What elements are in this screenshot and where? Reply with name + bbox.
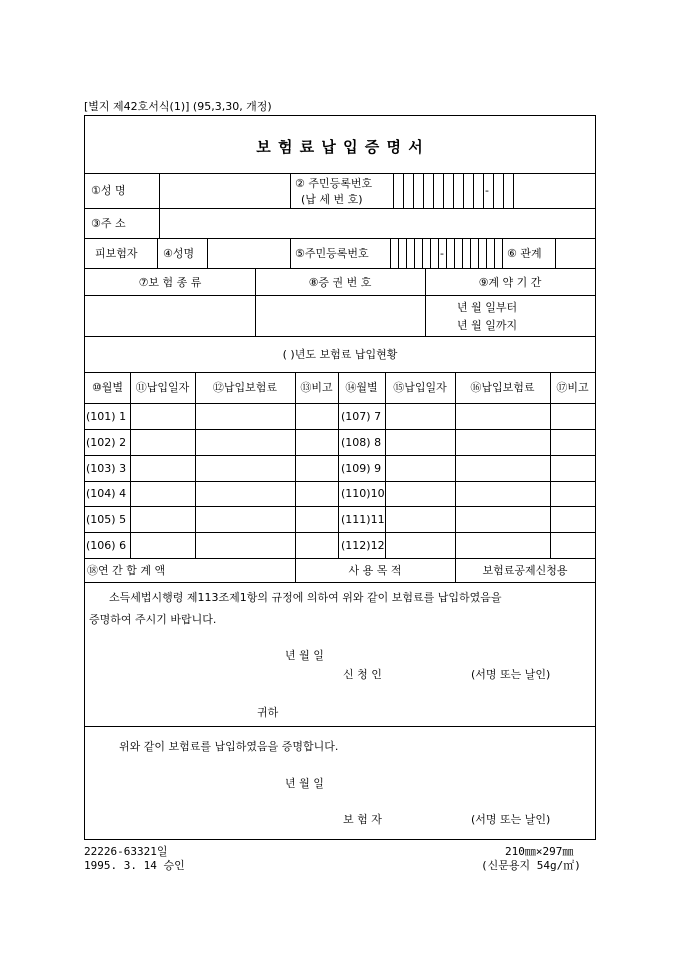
rule: [85, 208, 595, 209]
insurer-signature: (서명 또는 날인): [471, 813, 551, 826]
insured-rrn-dash: -: [440, 247, 444, 260]
rule: [85, 173, 595, 174]
rule: [483, 173, 484, 208]
rule: [390, 238, 391, 268]
rule: [423, 173, 424, 208]
form-title: 보 험 료 납 입 증 명 서: [256, 138, 424, 156]
request-text-line1: 소득세법시행령 제113조제1항의 규정에 의하여 위와 같이 보험료를 납입하였음을: [109, 591, 502, 604]
rule: [85, 268, 595, 269]
rule: [422, 238, 423, 268]
rule: [494, 238, 495, 268]
rule: [393, 173, 394, 208]
month-cell: (111)11: [341, 513, 385, 526]
rule: [159, 173, 160, 208]
rule: [503, 173, 504, 208]
certification-date: 년 월 일: [285, 777, 324, 790]
rule: [85, 582, 595, 583]
rrn-label: ② 주민등록번호: [295, 177, 373, 190]
rule: [85, 238, 595, 239]
header-premium: ⑯납입보험료: [470, 381, 535, 394]
relation-label: ⑥ 관계: [507, 247, 542, 260]
month-cell: (101) 1: [86, 410, 127, 423]
address-label: ③주 소: [91, 217, 126, 230]
rule: [555, 238, 556, 268]
rule: [290, 173, 291, 208]
purpose-value: 보험료공제신청용: [482, 564, 568, 577]
applicant-signature: (서명 또는 날인): [471, 668, 551, 681]
rule: [85, 532, 595, 533]
rule: [453, 173, 454, 208]
insurance-type-label: ⑦보 험 종 류: [138, 276, 202, 289]
rule: [455, 372, 456, 582]
rule: [454, 238, 455, 268]
rule: [462, 238, 463, 268]
month-cell: (110)10: [341, 487, 385, 500]
period-end: 년 월 일까지: [457, 319, 518, 332]
tax-number-label: (납 세 번 호): [301, 193, 363, 206]
certification-text: 위와 같이 보험료를 납입하였음을 증명합니다.: [119, 740, 339, 753]
month-cell: (107) 7: [341, 410, 382, 423]
paper-type: (신문용지 54g/㎡): [481, 859, 581, 872]
rule: [85, 295, 595, 296]
rule: [338, 372, 339, 558]
rule: [85, 558, 595, 559]
rule: [85, 726, 595, 727]
rule: [550, 372, 551, 558]
insured-label: 피보험자: [95, 247, 138, 260]
form-code: 22226-63321일: [84, 845, 168, 858]
rule: [403, 173, 404, 208]
header-month: ⑩월별: [91, 381, 124, 394]
header-premium: ⑫납입보험료: [212, 381, 278, 394]
purpose-label: 사 용 목 적: [348, 564, 402, 577]
rule: [446, 238, 447, 268]
rule: [414, 238, 415, 268]
contract-period-label: ⑨계 약 기 간: [478, 276, 542, 289]
rule: [463, 173, 464, 208]
insured-name-label: ④성명: [163, 247, 195, 260]
header-remarks: ⑰비고: [556, 381, 589, 394]
month-cell: (103) 3: [86, 462, 127, 475]
addressee-label: 귀하: [257, 706, 279, 719]
insured-rrn-label: ⑤주민등록번호: [295, 247, 369, 260]
form-number-header: [별지 제42호서식(1)] (95,3,30, 개정): [84, 100, 272, 113]
rule: [470, 238, 471, 268]
rule: [473, 173, 474, 208]
rule: [295, 372, 296, 582]
paper-size: 210㎜×297㎜: [505, 845, 574, 858]
rule: [502, 238, 503, 268]
rule: [486, 238, 487, 268]
rule: [513, 173, 514, 208]
rule: [290, 238, 291, 268]
month-cell: (108) 8: [341, 436, 382, 449]
month-cell: (102) 2: [86, 436, 127, 449]
rule: [385, 372, 386, 558]
month-cell: (104) 4: [86, 487, 127, 500]
rule: [478, 238, 479, 268]
rule: [438, 238, 439, 268]
rule: [430, 238, 431, 268]
rule: [207, 238, 208, 268]
payment-status-title: ( )년도 보험료 납입현황: [282, 348, 398, 361]
rule: [85, 429, 595, 430]
month-cell: (105) 5: [86, 513, 127, 526]
certificate-number-label: ⑧증 권 번 호: [308, 276, 372, 289]
rule: [433, 173, 434, 208]
rrn-dash: -: [485, 184, 489, 197]
rule: [85, 372, 595, 373]
approval-date: 1995. 3. 14 승인: [84, 859, 185, 872]
rule: [130, 372, 131, 558]
request-text-line2: 증명하여 주시기 바랍니다.: [89, 613, 217, 626]
header-remarks: ⑬비고: [300, 381, 333, 394]
rule: [159, 208, 160, 238]
annual-total-label: ⑱연 간 합 계 액: [87, 564, 166, 577]
header-payment-date: ⑪납입일자: [135, 381, 190, 394]
rule: [195, 372, 196, 558]
applicant-label: 신 청 인: [343, 668, 382, 681]
rule: [493, 173, 494, 208]
request-date: 년 월 일: [285, 649, 324, 662]
rule: [85, 481, 595, 482]
rule: [85, 336, 595, 337]
insurer-label: 보 험 자: [343, 813, 382, 826]
month-cell: (109) 9: [341, 462, 382, 475]
rule: [398, 238, 399, 268]
rule: [85, 403, 595, 404]
rule: [85, 455, 595, 456]
header-month: ⑭월별: [345, 381, 378, 394]
name-label: ①성 명: [91, 184, 126, 197]
insurance-payment-certificate-form: [84, 115, 596, 840]
rule: [157, 238, 158, 268]
rule: [413, 173, 414, 208]
rule: [85, 506, 595, 507]
month-cell: (106) 6: [86, 539, 127, 552]
rule: [443, 173, 444, 208]
period-start: 년 월 일부터: [457, 301, 518, 314]
month-cell: (112)12: [341, 539, 385, 552]
header-payment-date: ⑮납입일자: [393, 381, 447, 394]
rule: [406, 238, 407, 268]
